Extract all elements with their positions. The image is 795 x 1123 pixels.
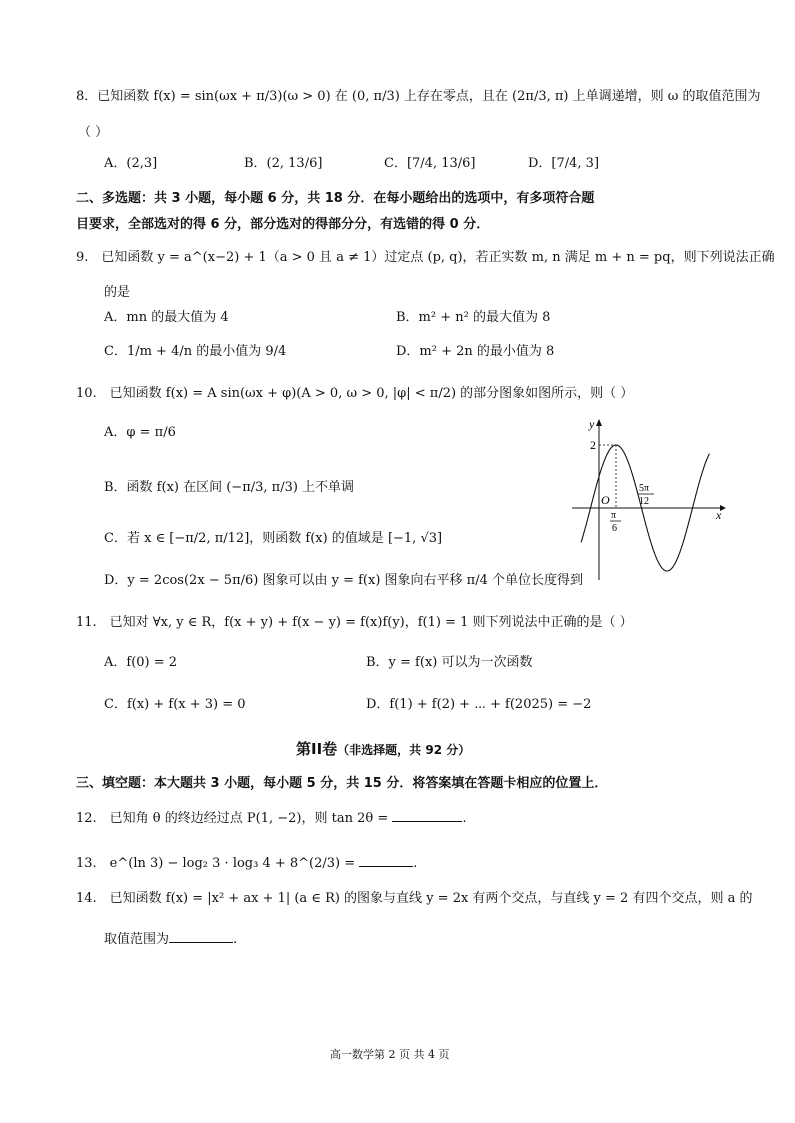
section3-heading: 三、填空题：本大题共 3 小题，每小题 5 分，共 15 分．将答案填在答题卡相应的位置上． [76,776,608,791]
q8-paren: （ ） [78,125,109,140]
q8-option-a: A．(2,3] [104,156,158,171]
q11-option-c: C．f(x) + f(x + 3) = 0 [104,697,246,712]
q8-option-b: B．(2, 13/6] [244,156,323,171]
part2-title [296,738,470,759]
q8-stem: 8．已知函数 f(x) = sin(ωx + π/3)(ω > 0) 在 (0, π/3) 上存在零点，且在 (2π/3, π) 上单调递增，则 ω 的取值范围为 [76,89,761,104]
q10-option-a: A．φ = π/6 [104,425,176,440]
q9-option-d: D．m² + 2n 的最小值为 8 [396,344,555,359]
x-mark-pi-over-6-num: π [611,510,617,521]
q10-option-d: D．y = 2cos(2x − 5π/6) 图象可以由 y = f(x) 图象向右平移 π/4 个单位长度得到 [104,573,583,588]
section2-heading-line1: 二、多选题：共 3 小题，每小题 6 分，共 18 分．在每小题给出的选项中，有多项符合题 [76,191,595,206]
peak-value-label: 2 [590,438,596,452]
q14-stem-line2: 取值范围为 [104,932,170,947]
q12-stem: 12. 已知角 θ 的终边经过点 P(1, −2)，则 tan 2θ = [76,811,389,826]
x-axis-label: x [716,508,722,522]
part2-title-main: 第II卷 [296,740,338,758]
origin-label: O [601,493,610,507]
q14-answer-blank[interactable] [169,928,233,943]
x-mark-5pi-over-12-den: 12 [639,496,649,507]
q14-end: . [233,932,238,947]
q10-option-c: C．若 x ∈ [−π/2, π/12]，则函数 f(x) 的值域是 [−1, √3] [104,531,443,546]
q9-stem-line1: 9. 已知函数 y = a^(x−2) + 1（a > 0 且 a ≠ 1）过定点 (p, q)，若正实数 m, n 满足 m + n = pq，则下列说法正确 [76,250,775,265]
q10-stem: 10. 已知函数 f(x) = A sin(ωx + φ)(A > 0, ω > 0, |φ| < π/2) 的部分图象如图所示，则（ ） [76,386,634,401]
q13-stem: 13. e^(ln 3) − log₂ 3 · log₃ 4 + 8^(2/3) = [76,856,356,871]
q13 [76,852,417,873]
y-axis-arrow-icon [596,419,602,426]
q12 [76,807,467,828]
q13-end: . [413,856,418,871]
q11-stem: 11. 已知对 ∀x, y ∈ R，f(x + y) + f(x − y) = f(x)f(y)，f(1) = 1 则下列说法中正确的是（ ） [76,615,633,630]
q10-option-b: B．函数 f(x) 在区间 (−π/3, π/3) 上不单调 [104,480,355,495]
page-footer: 高一数学第 2 页 共 4 页 [330,1048,450,1061]
q14-stem-line1: 14. 已知函数 f(x) = |x² + ax + 1| (a ∈ R) 的图象与直线 y = 2x 有两个交点，与直线 y = 2 有四个交点，则 a 的 [76,891,753,906]
q9-stem-line2: 的是 [104,285,131,300]
q9-option-a: A．mn 的最大值为 4 [104,310,229,325]
section2-heading-line2: 目要求，全部选对的得 6 分，部分选对的得部分分，有选错的得 0 分． [76,217,490,232]
part2-title-sub: （非选择题，共 92 分） [337,743,471,757]
q14-line2 [104,928,237,949]
q12-end: . [462,811,467,826]
x-mark-pi-over-6-den: 6 [612,523,617,534]
q8-option-c: C．[7/4, 13/6] [384,156,476,171]
q9-option-c: C．1/m + 4/n 的最小值为 9/4 [104,344,287,359]
q12-answer-blank[interactable] [392,807,462,822]
q8-option-d: D．[7/4, 3] [528,156,600,171]
q10-sine-graph [570,412,730,582]
x-mark-5pi-over-12-num: 5π [639,483,650,494]
q11-option-b: B．y = f(x) 可以为一次函数 [366,655,533,670]
q9-option-b: B．m² + n² 的最大值为 8 [396,310,551,325]
y-axis-label: y [589,417,595,431]
q13-answer-blank[interactable] [359,852,413,867]
q11-option-d: D．f(1) + f(2) + ⋯ + f(2025) = −2 [366,697,592,712]
q11-option-a: A．f(0) = 2 [104,655,178,670]
